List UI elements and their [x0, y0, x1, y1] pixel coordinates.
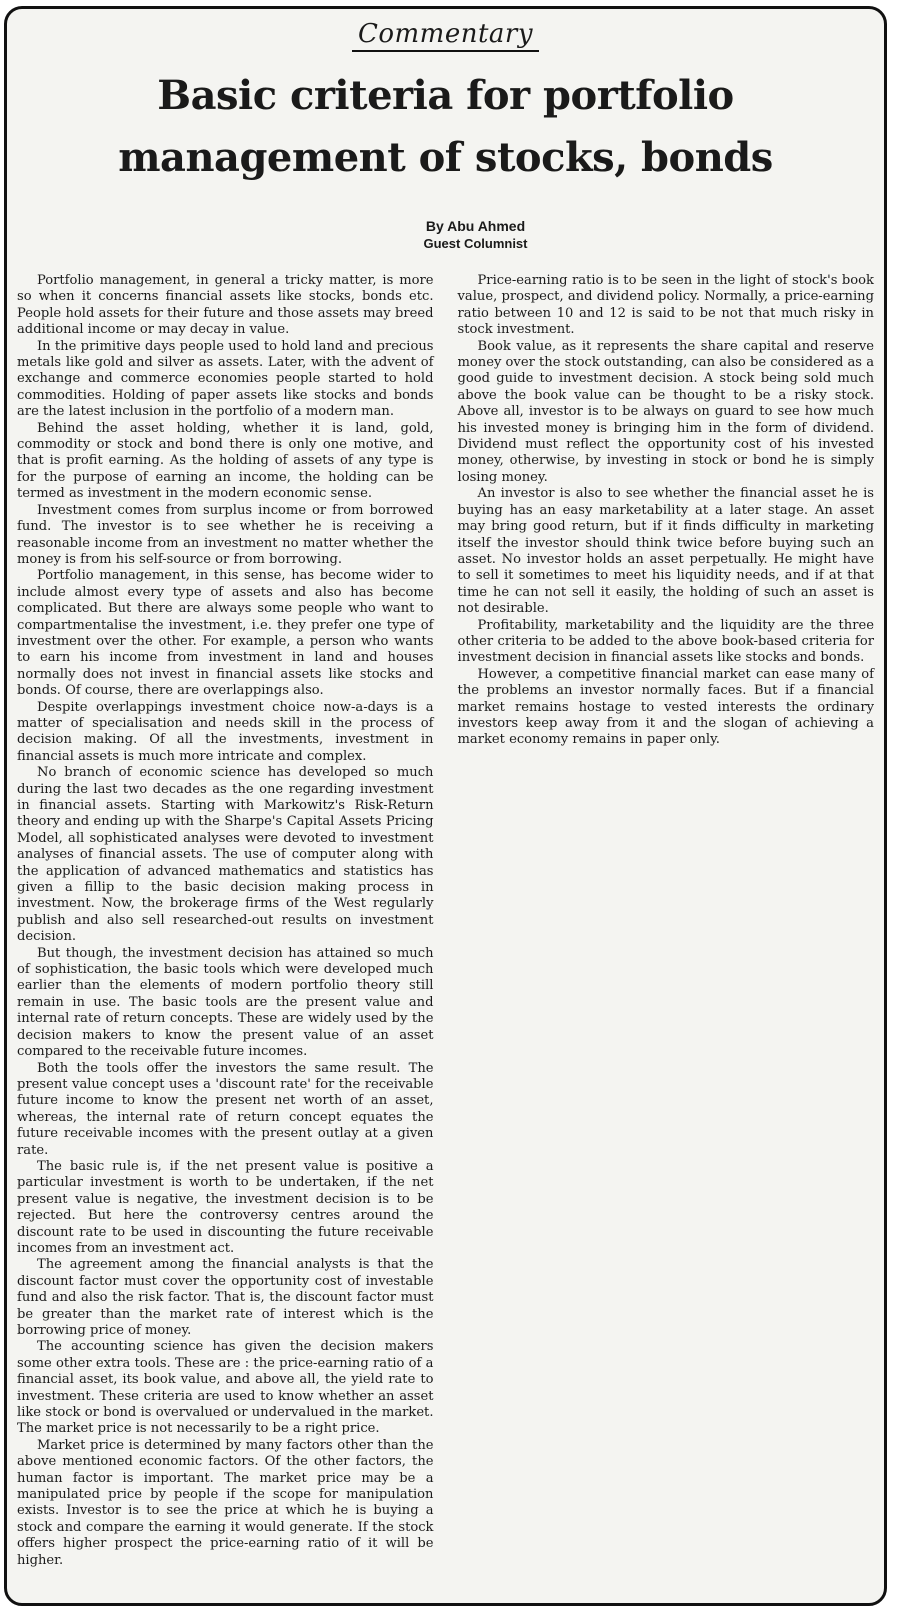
paragraph: But though, the investment decision has attained so much of sophistication, the basic tools which were developed much earlier than the elements of modern portfolio theory still remain in use. The basic tools are the present value and internal rate of return concepts. These are widely used by the decision makers to know the present value of an asset compared to the receivable future incomes.: [17, 945, 434, 1060]
byline: [7, 217, 884, 253]
paragraph: Price-earning ratio is to be seen in the light of stock's book value, prospect, and dividend policy. Normally, a price-earning ratio between 10 and 12 is said to be not that much risky in stock investment.: [457, 273, 874, 338]
paragraph: The agreement among the financial analysts is that the discount factor must cover the opportunity cost of investable fund and also the risk factor. That is, the discount factor must be greater than the market rate of interest which is the borrowing price of money.: [17, 1257, 434, 1338]
article-frame: [4, 6, 887, 1606]
paragraph: Despite overlappings investment choice now-a-days is a matter of specialisation and needs skill in the process of decision making. Of all the investments, investment in financial assets is much more intricate and complex.: [17, 699, 434, 764]
paragraph: However, a competitive financial market can ease many of the problems an investor normally faces. But if a financial market remains hostage to vested interests the ordinary investors keep away from it and the slogan of achieving a market economy remains in paper only.: [457, 666, 874, 748]
paragraph: In the primitive days people used to hold land and precious metals like gold and silver as assets. Later, with the advent of exchange and commerce economies people started to hold commodities. Holding of paper assets like stocks and bonds are the latest inclusion in the portfolio of a modern man.: [17, 338, 434, 420]
byline-author: By Abu Ahmed: [425, 218, 526, 234]
headline-line-1: Basic criteria for portfolio: [157, 72, 734, 119]
headline: [15, 65, 876, 189]
headline-line-2: management of stocks, bonds: [118, 134, 773, 181]
paragraph: Portfolio management, in this sense, has become wider to include almost every type of assets and also has become complicated. But there are always some people who want to compartmentalise the investment, i.e. they prefer one type of investment over the other. For example, a person who wants to earn his income from investment in land and houses normally does not invest in financial assets like stocks and bonds. Of course, there are overlappings also.: [17, 568, 434, 699]
section-kicker: [7, 19, 884, 49]
article-body: [17, 273, 874, 1597]
paragraph: Investment comes from surplus income or from borrowed fund. The investor is to see whether he is receiving a reasonable income from an investment no matter whether the money is from his self-source or from borrowing.: [17, 502, 434, 567]
paragraph: No branch of economic science has developed so much during the last two decades as the one regarding investment in financial assets. Starting with Markowitz's Risk-Return theory and ending up with the Sharpe's Capital Assets Pricing Model, all sophisticated analyses were devoted to investment analyses of financial assets. The use of computer along with the application of advanced mathematics and statistics has given a fillip to the basic decision making process in investment. Now, the brokerage firms of the West regularly publish and also sell researched-out results on investment decision.: [17, 765, 434, 945]
paragraph: Market price is determined by many factors other than the above mentioned economic factors. Of the other factors, the human factor is important. The market price may be a manipulated price by people if the scope for manipulation exists. Investor is to see the price at which he is buying a stock and compare the earning it would generate. If the stock offers higher prospect the price-earning ratio of it will be higher.: [17, 1437, 434, 1568]
paragraph: Profitability, marketability and the liquidity are the three other criteria to be added to the above book-based criteria for investment decision in financial assets like stocks and bonds.: [457, 617, 874, 666]
paragraph: The basic rule is, if the net present value is positive a particular investment is worth to be undertaken, if the net present value is negative, the investment decision is to be rejected. But here the controversy centres around the discount rate to be used in discounting the future receivable incomes from an investment act.: [17, 1158, 434, 1256]
paragraph: Portfolio management, in general a tricky matter, is more so when it concerns financial assets like stocks, bonds etc. People hold assets for their future and those assets may breed additional income or may decay in value.: [17, 273, 434, 338]
kicker-label: Commentary: [352, 19, 539, 52]
paragraph: The accounting science has given the decision makers some other extra tools. These are : the price-earning ratio of a financial asset, its book value, and above all, the yield rate to investment. These criteria are used to know whether an asset like stock or bond is overvalued or undervalued in the market. The market price is not necessarily to be a right price.: [17, 1339, 434, 1437]
paragraph: An investor is also to see whether the financial asset he is buying has an easy marketability at a later stage. An asset may bring good return, but if it finds difficulty in marketing itself the investor should think twice before buying such an asset. No investor holds an asset perpetually. He might have to sell it sometimes to meet his liquidity needs, and if at that time he can not sell it easily, the holding of such an asset is not desirable.: [457, 486, 874, 617]
byline-role: Guest Columnist: [423, 236, 528, 251]
paragraph: Both the tools offer the investors the same result. The present value concept uses a 'discount rate' for the receivable future income to know the present net worth of an asset, whereas, the internal rate of return concept equates the future receivable incomes with the present outlay at a given rate.: [17, 1060, 434, 1158]
paragraph: Behind the asset holding, whether it is land, gold, commodity or stock and bond there is only one motive, and that is profit earning. As the holding of assets of any type is for the purpose of earning an income, the holding can be termed as investment in the modern economic sense.: [17, 420, 434, 502]
paragraph: Book value, as it represents the share capital and reserve money over the stock outstanding, can also be considered as a good guide to investment decision. A stock being sold much above the book value can be thought to be a risky stock. Above all, investor is to be always on guard to see how much his invested money is bringing him in the form of dividend. Dividend must reflect the opportunity cost of his invested money, otherwise, by investing in stock or bond he is simply losing money.: [457, 338, 874, 485]
